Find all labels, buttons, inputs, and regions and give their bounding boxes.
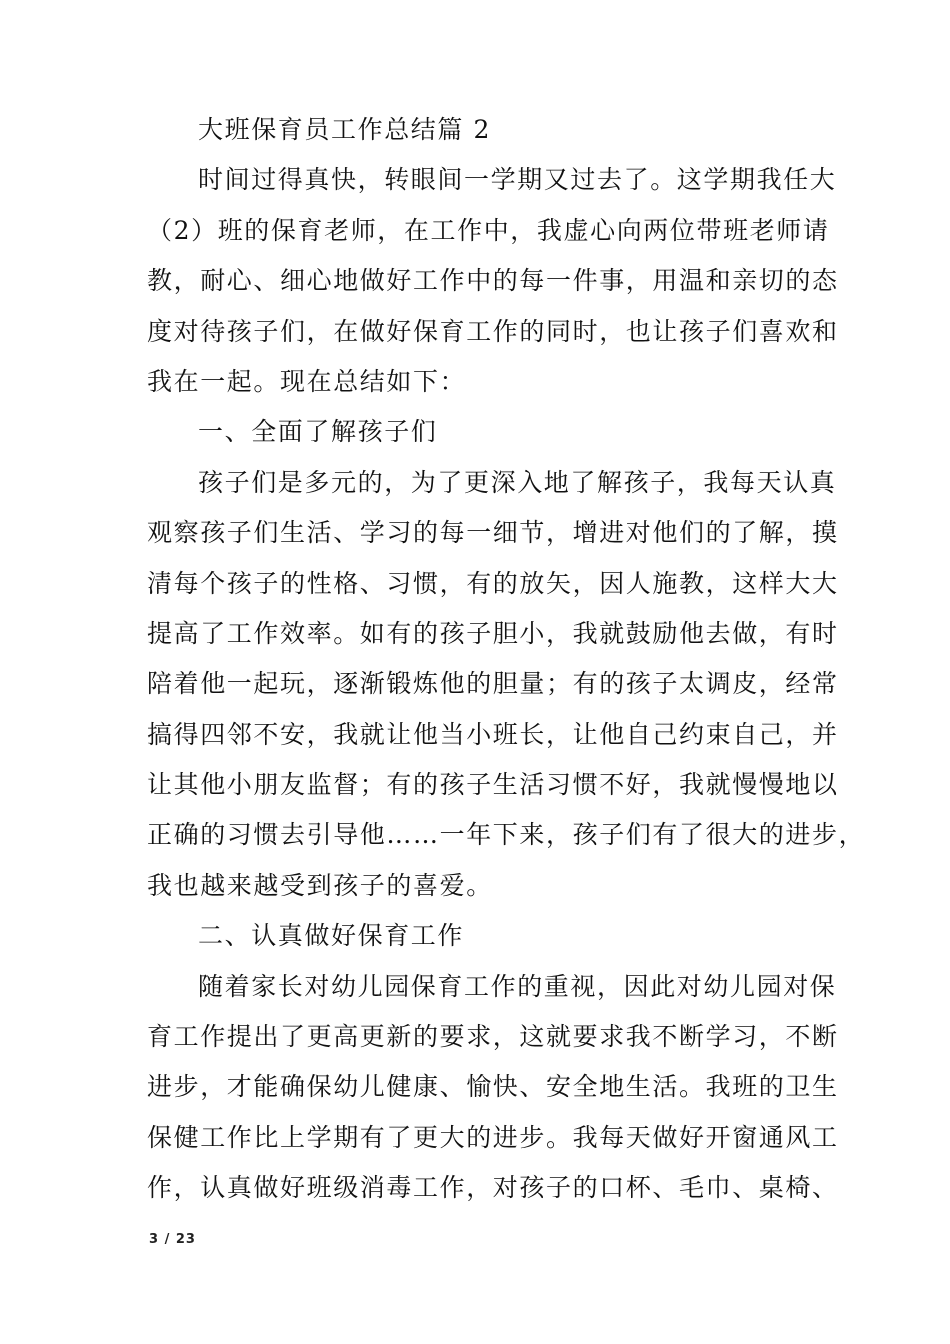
page-number: 3 / 23 <box>149 1232 196 1247</box>
paragraph-line: 正确的习惯去引导他……一年下来，孩子们有了很大的进步， <box>147 820 866 850</box>
paragraph-line: 清每个孩子的性格、习惯，有的放矢，因人施教，这样大大 <box>147 568 839 598</box>
paragraph-line: 保健工作比上学期有了更大的进步。我每天做好开窗通风工 <box>147 1122 839 1152</box>
paragraph-line: 让其他小朋友监督；有的孩子生活习惯不好，我就慢慢地以 <box>147 770 839 800</box>
paragraph-line: 观察孩子们生活、学习的每一细节，增进对他们的了解，摸 <box>147 518 839 548</box>
section-title: 大班保育员工作总结篇 2 <box>198 115 492 144</box>
paragraph-line: 随着家长对幼儿园保育工作的重视，因此对幼儿园对保 <box>198 971 837 1001</box>
paragraph-line: （2）班的保育老师，在工作中，我虚心向两位带班老师请 <box>147 215 830 245</box>
paragraph-line: 教，耐心、细心地做好工作中的每一件事，用温和亲切的态 <box>147 266 839 296</box>
paragraph-line: 我在一起。现在总结如下： <box>147 366 467 396</box>
paragraph-line: 陪着他一起玩，逐渐锻炼他的胆量；有的孩子太调皮，经常 <box>147 669 839 699</box>
paragraph-line: 作，认真做好班级消毒工作，对孩子的口杯、毛巾、桌椅、 <box>147 1173 839 1203</box>
document-body <box>147 105 866 1214</box>
paragraph-line: 我也越来越受到孩子的喜爱。 <box>147 870 493 900</box>
section-heading: 二、认真做好保育工作 <box>198 921 465 951</box>
paragraph-line: 时间过得真快，转眼间一学期又过去了。这学期我任大 <box>198 165 837 195</box>
paragraph-line: 进步，才能确保幼儿健康、愉快、安全地生活。我班的卫生 <box>147 1072 839 1102</box>
paragraph-line: 孩子们是多元的，为了更深入地了解孩子，我每天认真 <box>198 467 837 497</box>
paragraph-line: 提高了工作效率。如有的孩子胆小，我就鼓励他去做，有时 <box>147 618 839 648</box>
section-heading: 一、全面了解孩子们 <box>198 417 438 447</box>
paragraph-line: 搞得四邻不安，我就让他当小班长，让他自己约束自己，并 <box>147 719 839 749</box>
paragraph-line: 度对待孩子们，在做好保育工作的同时，也让孩子们喜欢和 <box>147 316 839 346</box>
paragraph-line: 育工作提出了更高更新的要求，这就要求我不断学习，不断 <box>147 1022 839 1052</box>
